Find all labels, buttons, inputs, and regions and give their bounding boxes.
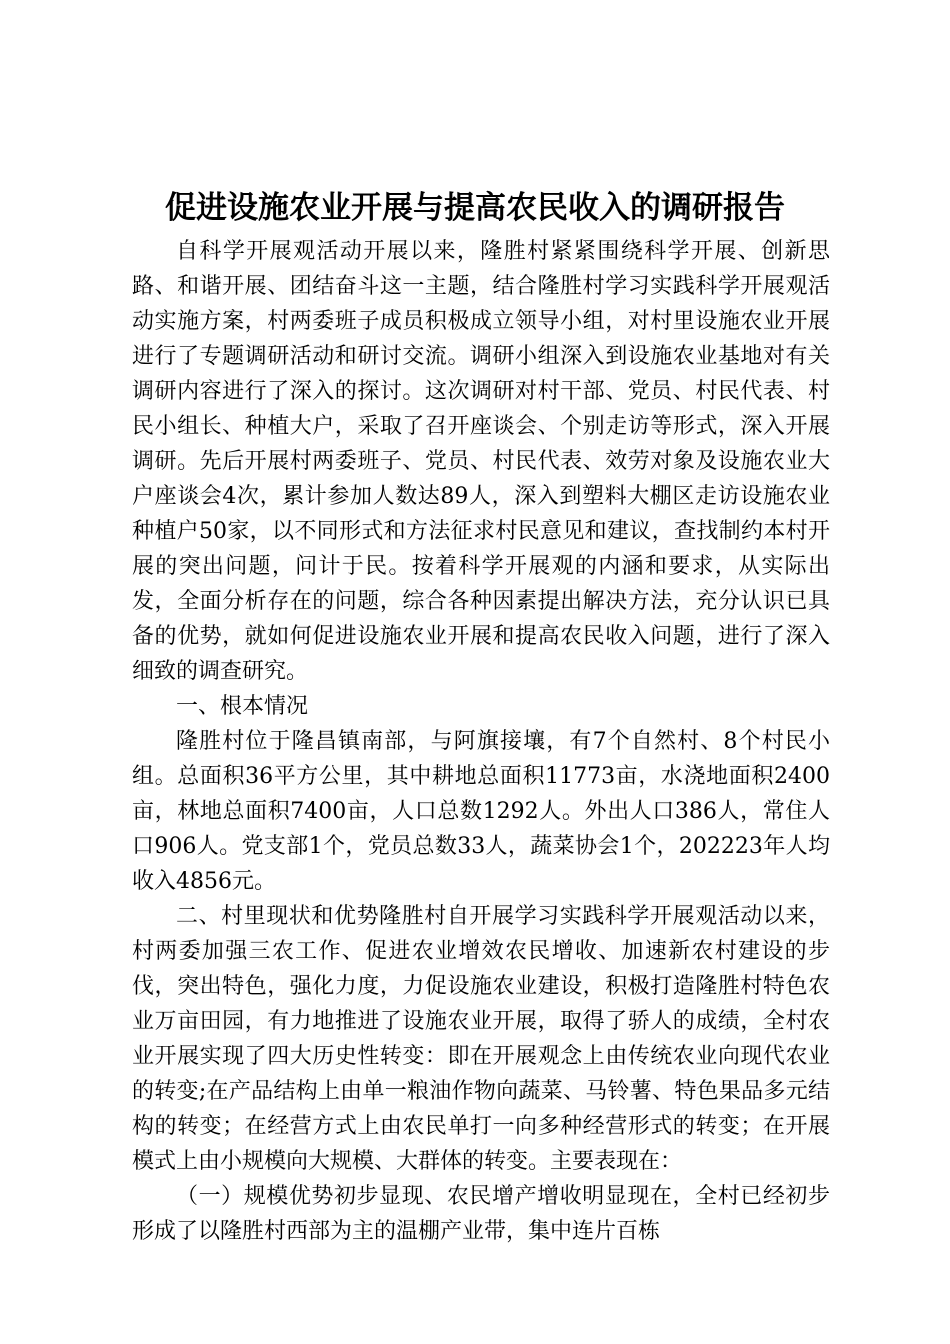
- paragraph-scale-advantage: （一）规模优势初步显现、农民增产增收明显现在，全村已经初步形成了以隆胜村西部为主的温棚产业带，集中连片百栋: [132, 1184, 830, 1244]
- paragraph-basic-situation: 隆胜村位于隆昌镇南部，与阿旗接壤，有7个自然村、8个村民小组。总面积36平方公里，其中耕地总面积11773亩，水浇地面积2400亩，林地总面积7400亩，人口总数1292人。外出人口386人，常住人口906人。党支部1个，党员总数33人，蔬菜协会1个，202223年人均收入4856元。: [132, 729, 830, 894]
- paragraph-current-status: 二、村里现状和优势隆胜村自开展学习实践科学开展观活动以来，村两委加强三农工作、促进农业增效农民增收、加速新农村建设的步伐，突出特色，强化力度，力促设施农业建设，积极打造隆胜村特色农业万亩田园，有力地推进了设施农业开展，取得了骄人的成绩，全村农业开展实现了四大历史性转变：即在开展观念上由传统农业向现代农业的转变;在产品结构上由单一粮油作物向蔬菜、马铃薯、特色果品多元结构的转变；在经营方式上由农民单打一向多种经营形式的转变；在开展模式上由小规模向大规模、大群体的转变。主要表现在：: [132, 904, 830, 1174]
- document-body: [132, 234, 830, 1249]
- paragraph-intro: 自科学开展观活动开展以来，隆胜村紧紧围绕科学开展、创新思路、和谐开展、团结奋斗这一主题，结合隆胜村学习实践科学开展观活动实施方案，村两委班子成员积极成立领导小组，对村里设施农业开展进行了专题调研活动和研讨交流。调研小组深入到设施农业基地对有关调研内容进行了深入的探讨。这次调研对村干部、党员、村民代表、村民小组长、种植大户，采取了召开座谈会、个别走访等形式，深入开展调研。先后开展村两委班子、党员、村民代表、效劳对象及设施农业大户座谈会4次，累计参加人数达89人，深入到塑料大棚区走访设施农业种植户50家，以不同形式和方法征求村民意见和建议，查找制约本村开展的突出问题，问计于民。按着科学开展观的内涵和要求，从实际出发，全面分析存在的问题，综合各种因素提出解决方法，充分认识已具备的优势，就如何促进设施农业开展和提高农民收入问题，进行了深入细致的调查研究。: [132, 239, 830, 684]
- section-heading-basic-situation: 一、根本情况: [176, 694, 309, 719]
- document-title: 促进设施农业开展与提高农民收入的调研报告: [165, 190, 785, 226]
